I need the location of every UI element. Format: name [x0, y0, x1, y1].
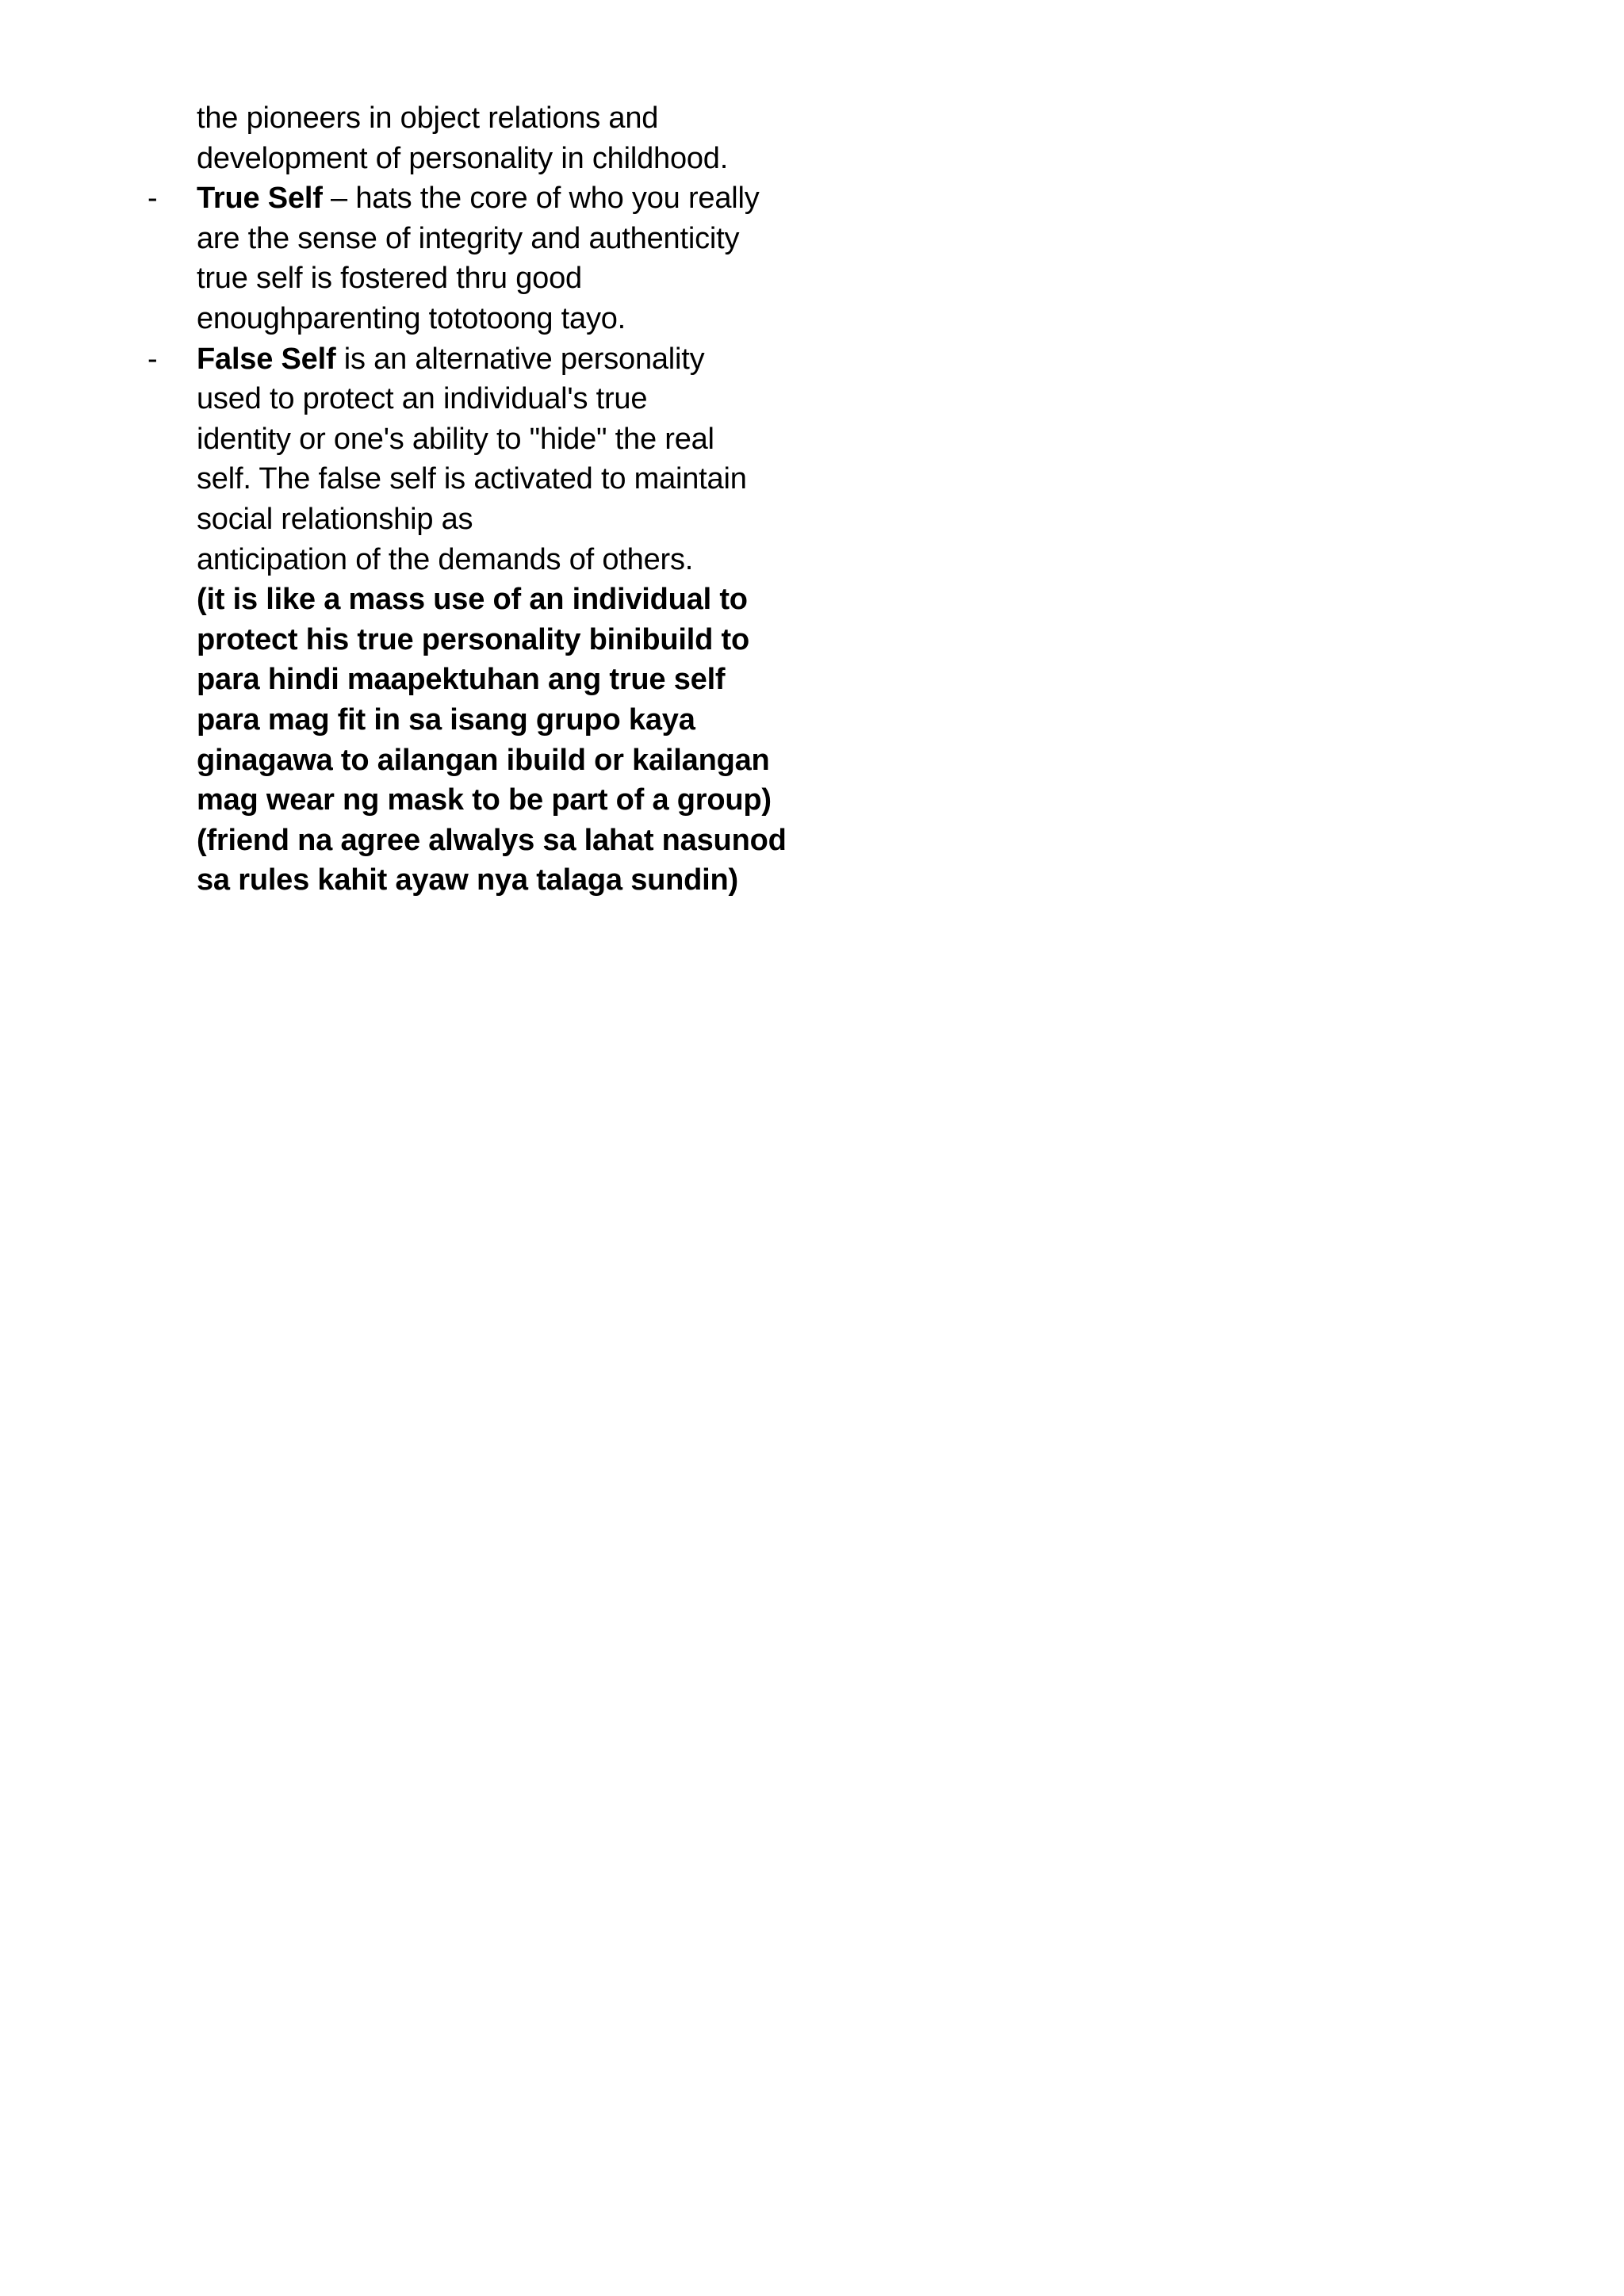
- bold-note-line: sa rules kahit ayaw nya talaga sundin): [197, 863, 738, 897]
- text-line: enoughparenting tototoong tayo.: [197, 301, 626, 335]
- bold-note-line: para mag fit in sa isang grupo kaya: [197, 702, 695, 737]
- text-line: identity or one's ability to "hide" the real: [197, 422, 714, 456]
- bold-note-line: (it is like a mass use of an individual to: [197, 583, 748, 617]
- term-false-self: False Self: [197, 342, 336, 376]
- intro-paragraph: [197, 98, 783, 178]
- bold-note-line: (friend na agree alwalys sa lahat nasunod: [197, 823, 787, 857]
- list-bullet: -: [147, 342, 158, 376]
- list-bullet: -: [147, 182, 158, 216]
- bold-note-line: protect his true personality binibuild to: [197, 622, 749, 656]
- text-line: [197, 178, 783, 219]
- text-line: self. The false self is activated to maintain: [197, 462, 747, 496]
- text-column: [147, 98, 787, 901]
- text-line: true self is fostered thru good: [197, 262, 582, 296]
- list-item-true-self: [147, 178, 783, 339]
- text-line: are the sense of integrity and authenticity: [197, 221, 740, 255]
- text-line: development of personality in childhood.: [197, 141, 729, 175]
- text-line: the pioneers in object relations and: [197, 101, 659, 135]
- definition-start: – hats the core of who you really: [322, 182, 760, 216]
- list-item-false-self: [147, 339, 787, 901]
- bold-note-line: para hindi maapektuhan ang true self: [197, 663, 726, 697]
- definition-start: is an alternative personality: [335, 342, 705, 376]
- text-line: [197, 339, 783, 380]
- term-true-self: True Self: [197, 182, 323, 216]
- text-line: used to protect an individual's true: [197, 382, 648, 416]
- text-line: anticipation of the demands of others.: [197, 542, 694, 576]
- text-line: social relationship as: [197, 502, 473, 536]
- bold-note-line: mag wear ng mask to be part of a group): [197, 783, 772, 817]
- bold-note-line: ginagawa to ailangan ibuild or kailangan: [197, 743, 770, 777]
